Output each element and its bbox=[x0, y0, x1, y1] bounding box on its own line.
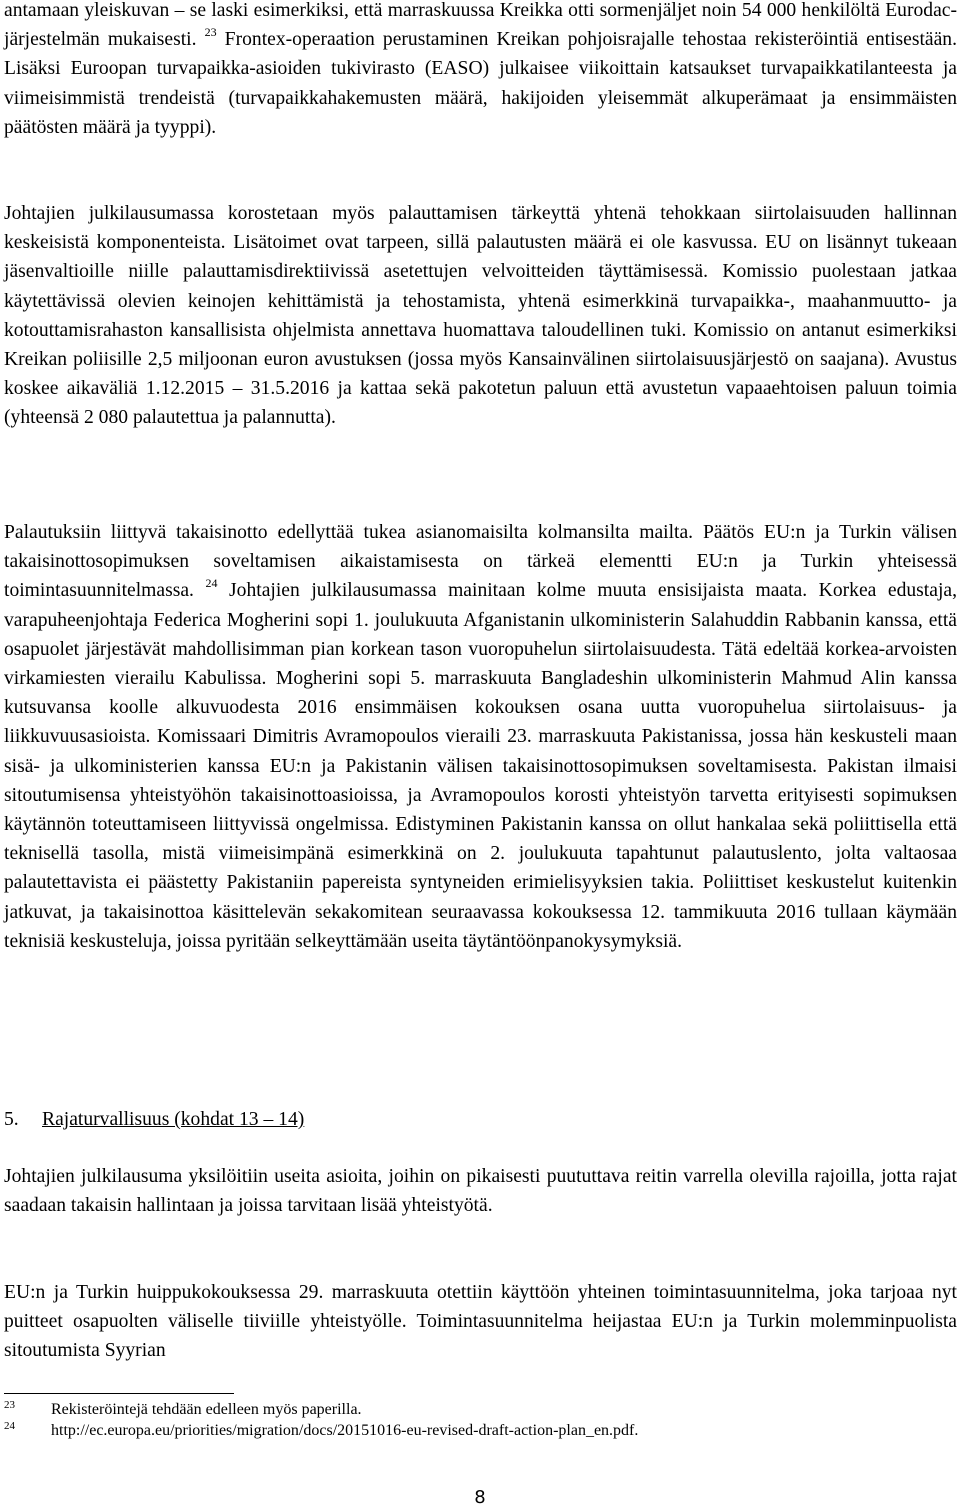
paragraph-text: Johtajien julkilausumassa mainitaan kolme muuta ensisijaista maata. Korkea edustaja, varapuheenjohtaja Federica Mogherini sopi 1. joulukuuta Afganistanin ulkoministerin Salahuddin Rabbanin kanssa, että osapuolet järjestävät mahdollisimman pian korkean tason vuoropuhelun siirtolaisuudesta. Tätä edeltää korkea-arvoisten virkamiesten vierailu Kabulissa. Mogherini sopi 5. marraskuuta Bangladeshin ulkoministerin Mahmud Alin kanssa kutsuvansa koolle alkuvuodesta 2016 ensimmäisen kokouksen osana uutta vuoropuhelua siirtolaisuus- ja liikkuvuusasioista. Komissaari Dimitris Avramopoulos vieraili 23. marraskuuta Pakistanissa, jossa hän keskusteli maan sisä- ja ulkoministerien kanssa EU:n ja Pakistanin välisen takaisinottosopimuksen soveltamisesta. Pakistan ilmaisi sitoutumisensa yhteistyöhön takaisinottoasioissa, ja Avramopoulos korosti yhteistyön tarvetta erityisesti sopimuksen käytännön toteuttamiseen liittyvissä ongelmissa. Edistyminen Pakistanin kanssa on ollut hankalaa sekä poliittisella että teknisellä tasolla, mistä viimeisimpänä esimerkkinä on 2. joulukuuta tapahtunut palautuslento, jolta valtaosaa palautettavista ei päästetty Pakistaniin papereista syntyneiden erimielisyyksien takia. Poliittiset keskustelut kuitenkin jatkuvat, ja takaisinottoa käsittelevän sekakomitean seuraavassa kokouksessa 12. tammikuuta 2016 tullaan käymään teknisiä keskusteluja, joissa pyritään selkeyttämään useita täytäntöönpanokysymyksiä. bbox=[4, 580, 957, 952]
footnote-separator bbox=[4, 1393, 234, 1394]
paragraph-text: Frontex-operaation perustaminen Kreikan pohjoisrajalle tehostaa rekisteröintiä entisestään. Lisäksi Euroopan turvapaikka-asioiden tukivirasto (EASO) julkaisee viikoittain katsaukset turvapaikkatilanteesta ja viimeisimmistä trendeistä (turvapaikkahakemusten määrä, hakijoiden yleisemmät alkuperämaat ja ensimmäisten päätösten määrä ja tyyppi). bbox=[4, 29, 957, 138]
footnote-number: 24 bbox=[4, 1420, 15, 1432]
paragraph-eurodac bbox=[4, 0, 957, 142]
footnote-text: Rekisteröintejä tehdään edelleen myös paperilla. bbox=[51, 1401, 362, 1418]
paragraph-text: antamaan yleiskuvan – se laski esimerkiksi, että marraskuussa Kreikka otti sormenjäljet noin 54 000 henkilöltä Eurodac-järjestelmän mukaisesti. bbox=[4, 0, 957, 51]
footnote-number: 23 bbox=[4, 1399, 15, 1411]
footnote-reference: 24 bbox=[205, 576, 218, 591]
paragraph-returns: Johtajien julkilausumassa korostetaan myös palauttamisen tärkeyttä yhtenä tehokkaan siirtolaisuuden hallinnan keskeisistä komponenteista. Lisätoimet ovat tarpeen, sillä palautusten määrä ei ole kasvussa. EU on lisännyt tukeaan jäsenvaltioille niille palauttamisdirektiivissä asetettujen velvoitteiden täyttämisessä. Komissio puolestaan jatkaa käytettävissä olevien keinojen kehittämistä ja tehostamista, yhtenä esimerkkinä turvapaikka-, maahanmuutto- ja kotouttamisrahaston kansallisista ohjelmista annettava huomattava taloudellinen tuki. Komissio on antanut esimerkiksi Kreikan poliisille 2,5 miljoonan euron avustuksen (jossa myös Kansainvälinen siirtolaisuusjärjestö on saajana). Avustus koskee aikaväliä 1.12.2015 – 31.5.2016 ja kattaa sekä pakotetun paluun että avustetun vapaaehtoisen paluun toimia (yhteensä 2 080 palautettua ja palannutta). bbox=[4, 203, 957, 429]
section-heading bbox=[4, 1105, 304, 1134]
paragraph-border-issues: Johtajien julkilausuma yksilöitiin useita asioita, joihin on pikaisesti puututtava reitin varrella olevilla rajoilla, jotta rajat saadaan takaisin hallintaan ja joissa tarvitaan lisää yhteistyötä. bbox=[4, 1166, 957, 1217]
section-title: Rajaturvallisuus (kohdat 13 – 14) bbox=[42, 1109, 305, 1130]
paragraph-readmission bbox=[4, 518, 957, 956]
paragraph-text: Palautuksiin liittyvä takaisinotto edellyttää tukea asianomaisilta kolmansilta mailta. Päätös EU:n ja Turkin välisen takaisinottosopimuksen soveltamisen aikaistamisesta on tärkeä elementti EU:n ja Turkin yhteisessä toimintasuunnitelmassa. bbox=[4, 522, 957, 602]
footnote-link[interactable]: http://ec.europa.eu/priorities/migration/docs/20151016-eu-revised-draft-action-plan_en.pdf. bbox=[51, 1422, 639, 1439]
page-number: 8 bbox=[474, 1487, 486, 1508]
paragraph-eu-turkey: EU:n ja Turkin huippukokouksessa 29. marraskuuta otettiin käyttöön yhteinen toimintasuunnitelma, joka tarjoaa nyt puitteet osapuolten väliselle tiiviille yhteistyölle. Toimintasuunnitelma heijastaa EU:n ja Turkin molemminpuolista sitoutumista Syyrian bbox=[4, 1282, 957, 1362]
section-number: 5. bbox=[4, 1109, 19, 1130]
footnote-reference: 23 bbox=[204, 25, 217, 40]
